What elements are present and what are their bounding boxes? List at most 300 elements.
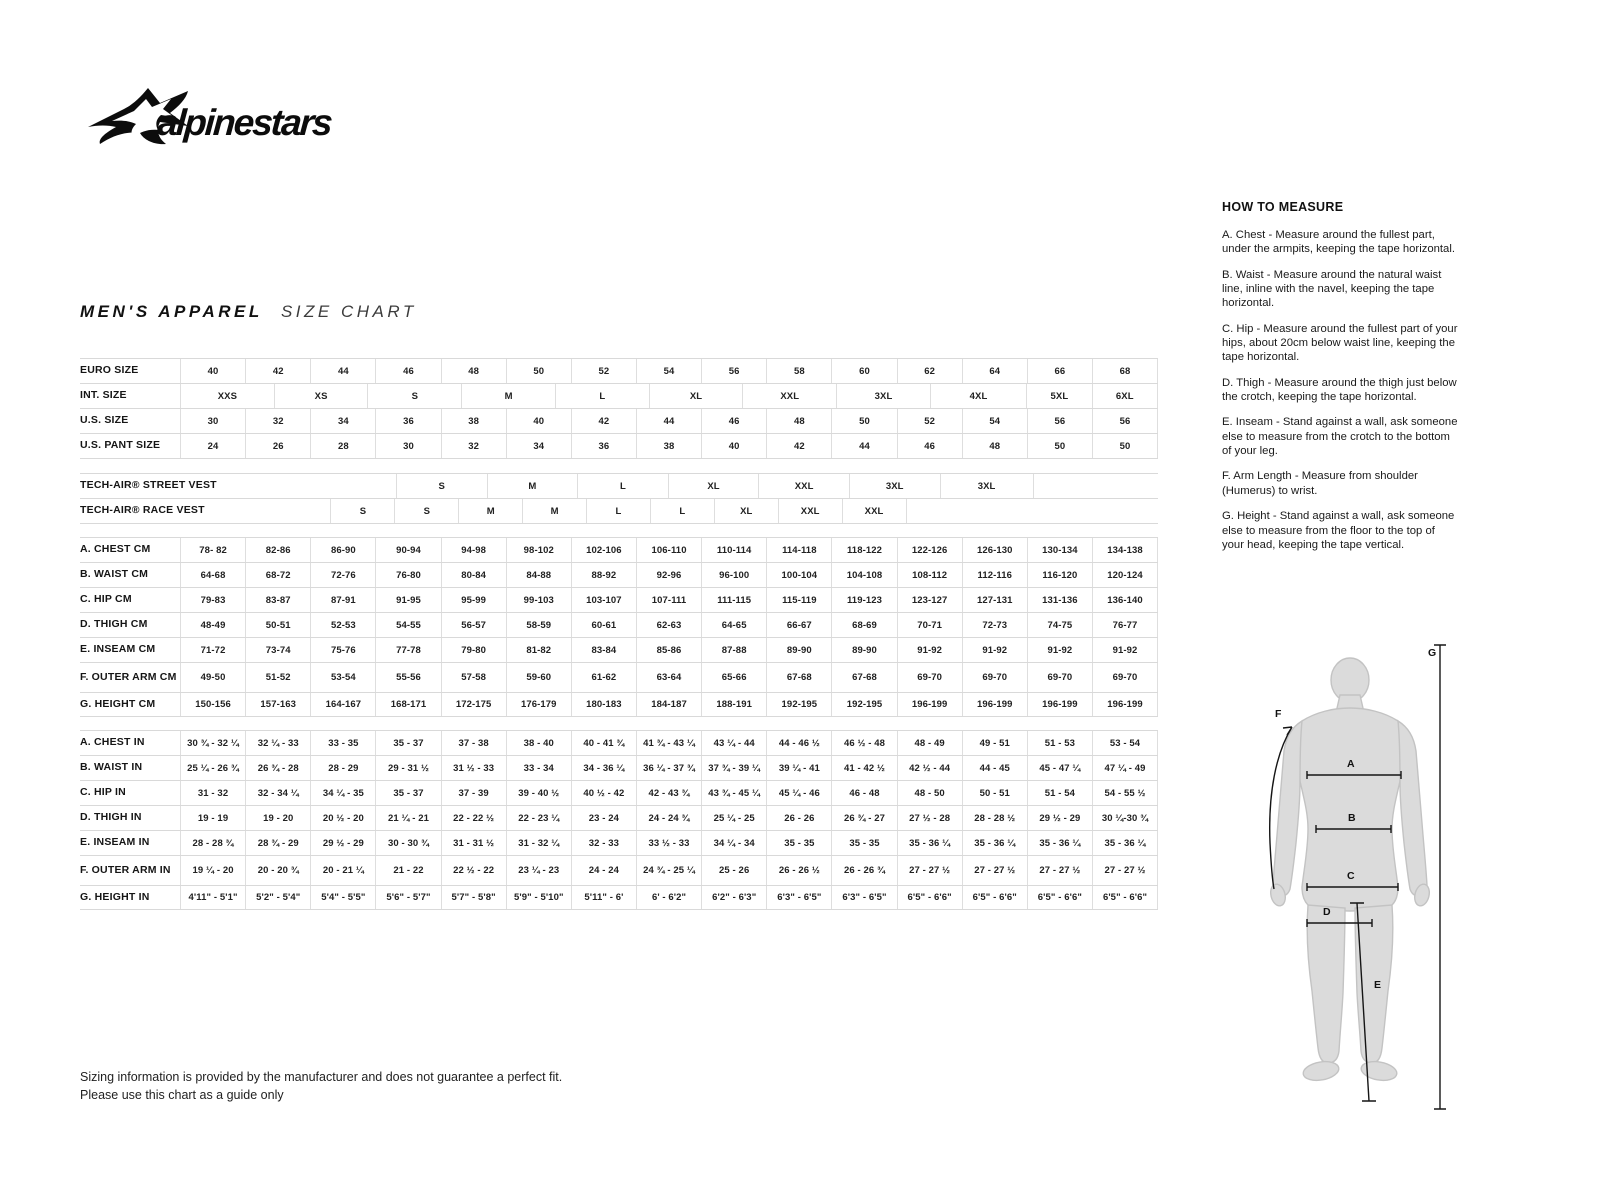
table-cell: 39 - 40 ½: [506, 781, 571, 805]
table-cell: 4'11" - 5'1": [180, 886, 245, 909]
table-cell: 104-108: [831, 563, 896, 587]
table-cell: 24 ¾ - 25 ¼: [636, 856, 701, 885]
alpinestars-star-icon: [84, 88, 364, 148]
row-label: TECH-AIR® RACE VEST: [80, 504, 205, 517]
table-cell: S: [396, 474, 487, 498]
table-cell: 27 - 27 ½: [897, 856, 962, 885]
table-cell: 87-91: [310, 588, 375, 612]
table-cell: 23 ¼ - 23: [506, 856, 571, 885]
table-cell: 26 - 26 ½: [766, 856, 831, 885]
table-row: [80, 409, 1158, 434]
table-cell: 52: [897, 409, 962, 433]
table-cell: 30: [180, 409, 245, 433]
table-cell: 42 - 43 ¾: [636, 781, 701, 805]
row-label: G. HEIGHT CM: [80, 697, 156, 710]
table-cell: 43 ¼ - 44: [701, 731, 766, 755]
table-cell: 80-84: [441, 563, 506, 587]
table-cell: M: [461, 384, 555, 408]
table-row: [80, 856, 1158, 886]
table-cell: 58-59: [506, 613, 571, 637]
table-row: [80, 358, 1158, 384]
page-title: [80, 302, 417, 322]
table-row: [80, 663, 1158, 693]
table-cell: XL: [714, 499, 778, 523]
table-cell: 47 ¼ - 49: [1092, 756, 1158, 780]
table-cell: 64-65: [701, 613, 766, 637]
table-cell: 28 - 28 ¾: [180, 831, 245, 855]
table-cell: 69-70: [962, 663, 1027, 692]
table-cell: 98-102: [506, 538, 571, 562]
table-cell: 34: [506, 434, 571, 458]
table-row: [80, 588, 1158, 613]
table-cell: 65-66: [701, 663, 766, 692]
table-cell: 49-50: [180, 663, 245, 692]
table-cell: 25 - 26: [701, 856, 766, 885]
table-cell: 78- 82: [180, 538, 245, 562]
table-row: [80, 434, 1158, 459]
table-cell: 4XL: [930, 384, 1026, 408]
table-cell: 66-67: [766, 613, 831, 637]
table-cell: 6'2" - 6'3": [701, 886, 766, 909]
table-cell: 192-195: [831, 693, 896, 716]
table-cell: 56: [701, 359, 766, 383]
measure-item: A. Chest - Measure around the fullest part, under the armpits, keeping the tape horizontal.: [1222, 229, 1455, 256]
table-cell: S: [367, 384, 461, 408]
table-cell: 6'3" - 6'5": [766, 886, 831, 909]
measure-item: D. Thigh - Measure around the thigh just below the crotch, keeping the tape horizontal.: [1222, 376, 1457, 404]
measure-item: E. Inseam - Stand against a wall, ask someone else to measure from the crotch to the bottom of your leg.: [1222, 416, 1458, 458]
table-cell: 20 - 20 ¾: [245, 856, 310, 885]
row-label: C. HIP CM: [80, 593, 132, 606]
table-cell: 114-118: [766, 538, 831, 562]
table-cell: 89-90: [831, 638, 896, 662]
table-cell: 79-83: [180, 588, 245, 612]
table-cell: 123-127: [897, 588, 962, 612]
table-cell: 107-111: [636, 588, 701, 612]
table-cell-blank: [1033, 474, 1158, 498]
table-cell: 83-87: [245, 588, 310, 612]
table-cell: 51-52: [245, 663, 310, 692]
table-cell: 42: [571, 409, 636, 433]
table-cell: 36: [375, 409, 440, 433]
table-cell: 48 - 49: [897, 731, 962, 755]
table-cell: 24 - 24: [571, 856, 636, 885]
table-cell: XXL: [758, 474, 849, 498]
table-cell: 30 ¼-30 ¾: [1092, 806, 1158, 830]
table-cell: 48-49: [180, 613, 245, 637]
table-cell: 75-76: [310, 638, 375, 662]
table-cell: S: [330, 499, 394, 523]
table-cell: 34 - 36 ¼: [571, 756, 636, 780]
table-cell: 6XL: [1092, 384, 1158, 408]
table-row: [80, 613, 1158, 638]
table-cell: 35 - 36 ¼: [962, 831, 1027, 855]
table-row: [80, 886, 1158, 910]
table-cell: 3XL: [940, 474, 1033, 498]
disclaimer-line-2: Please use this chart as a guide only: [80, 1087, 284, 1102]
table-cell: 48 - 50: [897, 781, 962, 805]
table-cell: 58: [766, 359, 831, 383]
table-cell: 39 ¼ - 41: [766, 756, 831, 780]
table-cell: 50: [1027, 434, 1092, 458]
table-cell: XXL: [842, 499, 906, 523]
table-cell: 42 ½ - 44: [897, 756, 962, 780]
row-label: B. WAIST CM: [80, 568, 149, 581]
table-cell: 64-68: [180, 563, 245, 587]
table-cell: 46: [701, 409, 766, 433]
table-cell: 40: [701, 434, 766, 458]
table-row: [80, 499, 1158, 524]
table-cell: 68: [1092, 359, 1158, 383]
table-cell: 35 - 37: [375, 731, 440, 755]
table-cell: 91-92: [962, 638, 1027, 662]
table-cell: 31 ½ - 33: [441, 756, 506, 780]
table-row: [80, 781, 1158, 806]
table-cell: XS: [274, 384, 368, 408]
table-cell: 19 ¼ - 20: [180, 856, 245, 885]
row-label: EURO SIZE: [80, 364, 139, 377]
table-cell: 90-94: [375, 538, 440, 562]
table-cell: 34 ¼ - 34: [701, 831, 766, 855]
table-cell: XL: [649, 384, 743, 408]
table-cell: 26 ¾ - 27: [831, 806, 896, 830]
table-cell: 64: [962, 359, 1027, 383]
table-cell: 6' - 6'2": [636, 886, 701, 909]
table-row: [80, 693, 1158, 717]
row-label: B. WAIST IN: [80, 761, 143, 774]
table-cell: 72-76: [310, 563, 375, 587]
table-cell: 40 ½ - 42: [571, 781, 636, 805]
figure-label-B: B: [1348, 812, 1356, 824]
table-cell: 6'5" - 6'6": [1027, 886, 1092, 909]
table-cell: 56-57: [441, 613, 506, 637]
table-cell: 68-72: [245, 563, 310, 587]
page-title-main: MEN'S APPAREL: [80, 302, 263, 321]
table-cell: M: [458, 499, 522, 523]
row-label: A. CHEST IN: [80, 736, 145, 749]
table-cell: 46: [897, 434, 962, 458]
table-cell: 40: [180, 359, 245, 383]
logo-wordmark: alpinestars: [156, 101, 333, 143]
table-cell: 30 ¾ - 32 ¼: [180, 731, 245, 755]
table-cell: 69-70: [1092, 663, 1158, 692]
table-cell: 73-74: [245, 638, 310, 662]
table-cell: 40 - 41 ¾: [571, 731, 636, 755]
table-cell: 21 ¼ - 21: [375, 806, 440, 830]
table-cell: 91-92: [897, 638, 962, 662]
table-cell: 28: [310, 434, 375, 458]
table-cell: 6'5" - 6'6": [897, 886, 962, 909]
table-cell: 46: [375, 359, 440, 383]
height-line: [1434, 645, 1446, 1109]
table-cell: 28 - 28 ½: [962, 806, 1027, 830]
table-cell: 72-73: [962, 613, 1027, 637]
table-cell: 127-131: [962, 588, 1027, 612]
table-cell: 196-199: [1027, 693, 1092, 716]
table-cell: 69-70: [1027, 663, 1092, 692]
table-cell: 103-107: [571, 588, 636, 612]
table-cell: 192-195: [766, 693, 831, 716]
table-cell: 81-82: [506, 638, 571, 662]
row-label: A. CHEST CM: [80, 543, 151, 556]
measure-item: G. Height - Stand against a wall, ask someone else to measure from the floor to the top of your head, keeping the tape vertical.: [1222, 510, 1455, 551]
table-cell: 120-124: [1092, 563, 1158, 587]
disclaimer-line-1: Sizing information is provided by the manufacturer and does not guarantee a perfect fit.: [80, 1070, 563, 1084]
table-cell: 27 - 27 ½: [1027, 856, 1092, 885]
table-cell: 52: [571, 359, 636, 383]
table-cell: 172-175: [441, 693, 506, 716]
table-cell: 20 - 21 ¼: [310, 856, 375, 885]
table-cell: 84-88: [506, 563, 571, 587]
table-cell: 79-80: [441, 638, 506, 662]
how-to-measure-list: [1222, 228, 1458, 552]
size-table: [80, 358, 1158, 910]
table-cell-blank: [217, 474, 396, 498]
table-cell: 5'2" - 5'4": [245, 886, 310, 909]
table-row: [80, 473, 1158, 499]
row-label: D. THIGH CM: [80, 618, 148, 631]
table-cell: 176-179: [506, 693, 571, 716]
table-cell: 28 ¾ - 29: [245, 831, 310, 855]
table-cell: 57-58: [441, 663, 506, 692]
table-cell: 25 ¼ - 25: [701, 806, 766, 830]
table-cell: 74-75: [1027, 613, 1092, 637]
table-cell: 50-51: [245, 613, 310, 637]
figure-label-D: D: [1323, 906, 1331, 918]
table-cell: 20 ½ - 20: [310, 806, 375, 830]
table-cell: 71-72: [180, 638, 245, 662]
table-cell: 88-92: [571, 563, 636, 587]
table-cell: 157-163: [245, 693, 310, 716]
table-cell: 26 - 26 ¾: [831, 856, 896, 885]
table-cell: 99-103: [506, 588, 571, 612]
table-cell: XXL: [778, 499, 842, 523]
table-cell: 38: [636, 434, 701, 458]
table-cell: XL: [668, 474, 759, 498]
table-cell: 35 - 36 ¼: [1027, 831, 1092, 855]
table-cell: 91-92: [1027, 638, 1092, 662]
table-cell: 5'7" - 5'8": [441, 886, 506, 909]
table-cell: 19 - 19: [180, 806, 245, 830]
table-cell: L: [555, 384, 649, 408]
table-cell: 62-63: [636, 613, 701, 637]
table-cell: 32 ¼ - 33: [245, 731, 310, 755]
table-cell: 5XL: [1026, 384, 1091, 408]
table-cell: 42: [766, 434, 831, 458]
table-cell: 56: [1092, 409, 1158, 433]
table-cell: 46 ½ - 48: [831, 731, 896, 755]
table-cell: 116-120: [1027, 563, 1092, 587]
table-cell: 44 - 46 ½: [766, 731, 831, 755]
table-cell: 82-86: [245, 538, 310, 562]
table-cell: 22 - 23 ¼: [506, 806, 571, 830]
table-cell: 27 - 27 ½: [1092, 856, 1158, 885]
body-measurement-diagram: [1226, 633, 1458, 1123]
table-row: [80, 806, 1158, 831]
table-cell: XXL: [742, 384, 836, 408]
table-cell: 50: [831, 409, 896, 433]
table-cell: 44: [636, 409, 701, 433]
table-cell: 3XL: [836, 384, 930, 408]
table-cell: 76-80: [375, 563, 440, 587]
row-label: U.S. PANT SIZE: [80, 439, 161, 452]
table-cell: 118-122: [831, 538, 896, 562]
table-cell: 43 ¾ - 45 ¼: [701, 781, 766, 805]
table-cell: 111-115: [701, 588, 766, 612]
table-cell: 53 - 54: [1092, 731, 1158, 755]
row-label: U.S. SIZE: [80, 414, 129, 427]
table-cell: 41 ¾ - 43 ¼: [636, 731, 701, 755]
table-cell: 40: [506, 409, 571, 433]
table-cell: 37 ¾ - 39 ¼: [701, 756, 766, 780]
table-cell: 32 - 34 ¼: [245, 781, 310, 805]
table-cell-blank: [205, 499, 331, 523]
table-cell: 35 - 37: [375, 781, 440, 805]
table-cell: 28 - 29: [310, 756, 375, 780]
table-cell: 27 - 27 ½: [962, 856, 1027, 885]
table-cell: 27 ½ - 28: [897, 806, 962, 830]
row-label: E. INSEAM IN: [80, 836, 150, 849]
table-cell: 35 - 36 ¼: [1092, 831, 1158, 855]
table-cell: 60-61: [571, 613, 636, 637]
table-cell: 26 ¾ - 28: [245, 756, 310, 780]
table-cell: 83-84: [571, 638, 636, 662]
table-cell: 38 - 40: [506, 731, 571, 755]
table-cell: 134-138: [1092, 538, 1158, 562]
table-cell: 54: [636, 359, 701, 383]
table-cell: 50: [506, 359, 571, 383]
table-cell: 51 - 53: [1027, 731, 1092, 755]
table-cell: 126-130: [962, 538, 1027, 562]
how-to-measure-title: HOW TO MEASURE: [1222, 200, 1344, 214]
table-row: [80, 831, 1158, 856]
table-cell: 68-69: [831, 613, 896, 637]
table-cell: 48: [766, 409, 831, 433]
table-cell: 91-92: [1092, 638, 1158, 662]
table-cell: 30: [375, 434, 440, 458]
table-cell: 5'4" - 5'5": [310, 886, 375, 909]
table-cell: 112-116: [962, 563, 1027, 587]
table-cell: 36 ¼ - 37 ¾: [636, 756, 701, 780]
table-cell: 5'6" - 5'7": [375, 886, 440, 909]
row-label: F. OUTER ARM IN: [80, 863, 171, 876]
table-cell: 32: [441, 434, 506, 458]
table-cell: 188-191: [701, 693, 766, 716]
table-cell: 33 ½ - 33: [636, 831, 701, 855]
table-cell: 96-100: [701, 563, 766, 587]
measure-item: B. Waist - Measure around the natural waist line, inline with the navel, keeping the tape horizontal.: [1222, 268, 1442, 310]
table-cell: 31 - 32 ¼: [506, 831, 571, 855]
table-cell: 22 - 22 ½: [441, 806, 506, 830]
table-cell: 35 - 36 ¼: [897, 831, 962, 855]
table-cell: 196-199: [1092, 693, 1158, 716]
row-label: G. HEIGHT IN: [80, 890, 150, 903]
table-cell: XXS: [180, 384, 274, 408]
table-cell: 6'5" - 6'6": [962, 886, 1027, 909]
table-row: [80, 384, 1158, 409]
table-cell: 130-134: [1027, 538, 1092, 562]
table-cell: 36: [571, 434, 636, 458]
table-cell: 59-60: [506, 663, 571, 692]
table-row: [80, 563, 1158, 588]
table-cell: 48: [441, 359, 506, 383]
table-cell: 136-140: [1092, 588, 1158, 612]
table-cell: 29 - 31 ½: [375, 756, 440, 780]
table-cell: 3XL: [849, 474, 940, 498]
table-cell: 77-78: [375, 638, 440, 662]
table-cell: 150-156: [180, 693, 245, 716]
table-cell: 70-71: [897, 613, 962, 637]
row-label: INT. SIZE: [80, 389, 127, 402]
table-cell: 102-106: [571, 538, 636, 562]
table-cell: 164-167: [310, 693, 375, 716]
how-to-measure: [1222, 200, 1458, 563]
table-cell: 32 - 33: [571, 831, 636, 855]
table-cell: S: [394, 499, 458, 523]
table-cell: 44 - 45: [962, 756, 1027, 780]
table-cell: 29 ½ - 29: [310, 831, 375, 855]
table-cell: L: [586, 499, 650, 523]
table-cell: L: [650, 499, 714, 523]
table-cell: 115-119: [766, 588, 831, 612]
table-cell: 30 - 30 ¾: [375, 831, 440, 855]
table-cell: 110-114: [701, 538, 766, 562]
page-title-sub: SIZE CHART: [280, 302, 417, 321]
table-row: [80, 756, 1158, 781]
table-cell: 33 - 35: [310, 731, 375, 755]
table-cell: M: [487, 474, 578, 498]
table-cell: 87-88: [701, 638, 766, 662]
table-cell: 60: [831, 359, 896, 383]
table-cell: 122-126: [897, 538, 962, 562]
table-cell: 41 - 42 ½: [831, 756, 896, 780]
table-cell: 35 - 35: [831, 831, 896, 855]
table-cell: 46 - 48: [831, 781, 896, 805]
table-cell-blank: [906, 499, 1159, 523]
table-cell: 24: [180, 434, 245, 458]
table-cell: 34: [310, 409, 375, 433]
table-cell: 180-183: [571, 693, 636, 716]
table-cell: 51 - 54: [1027, 781, 1092, 805]
table-cell: 48: [962, 434, 1027, 458]
row-label: E. INSEAM CM: [80, 643, 156, 656]
table-cell: 37 - 39: [441, 781, 506, 805]
table-cell: 69-70: [897, 663, 962, 692]
row-label: D. THIGH IN: [80, 811, 142, 824]
table-cell: 86-90: [310, 538, 375, 562]
table-cell: 89-90: [766, 638, 831, 662]
table-cell: 22 ½ - 22: [441, 856, 506, 885]
table-cell: 52-53: [310, 613, 375, 637]
table-cell: 66: [1027, 359, 1092, 383]
table-cell: 6'5" - 6'6": [1092, 886, 1158, 909]
table-cell: 108-112: [897, 563, 962, 587]
table-cell: 67-68: [766, 663, 831, 692]
table-cell: 6'3" - 6'5": [831, 886, 896, 909]
table-cell: 67-68: [831, 663, 896, 692]
table-cell: 76-77: [1092, 613, 1158, 637]
table-cell: 38: [441, 409, 506, 433]
table-cell: 131-136: [1027, 588, 1092, 612]
table-cell: 49 - 51: [962, 731, 1027, 755]
table-cell: 32: [245, 409, 310, 433]
table-cell: 23 - 24: [571, 806, 636, 830]
disclaimer: [80, 1069, 562, 1105]
table-cell: 85-86: [636, 638, 701, 662]
row-label: F. OUTER ARM CM: [80, 670, 177, 683]
table-cell: 42: [245, 359, 310, 383]
table-cell: 37 - 38: [441, 731, 506, 755]
